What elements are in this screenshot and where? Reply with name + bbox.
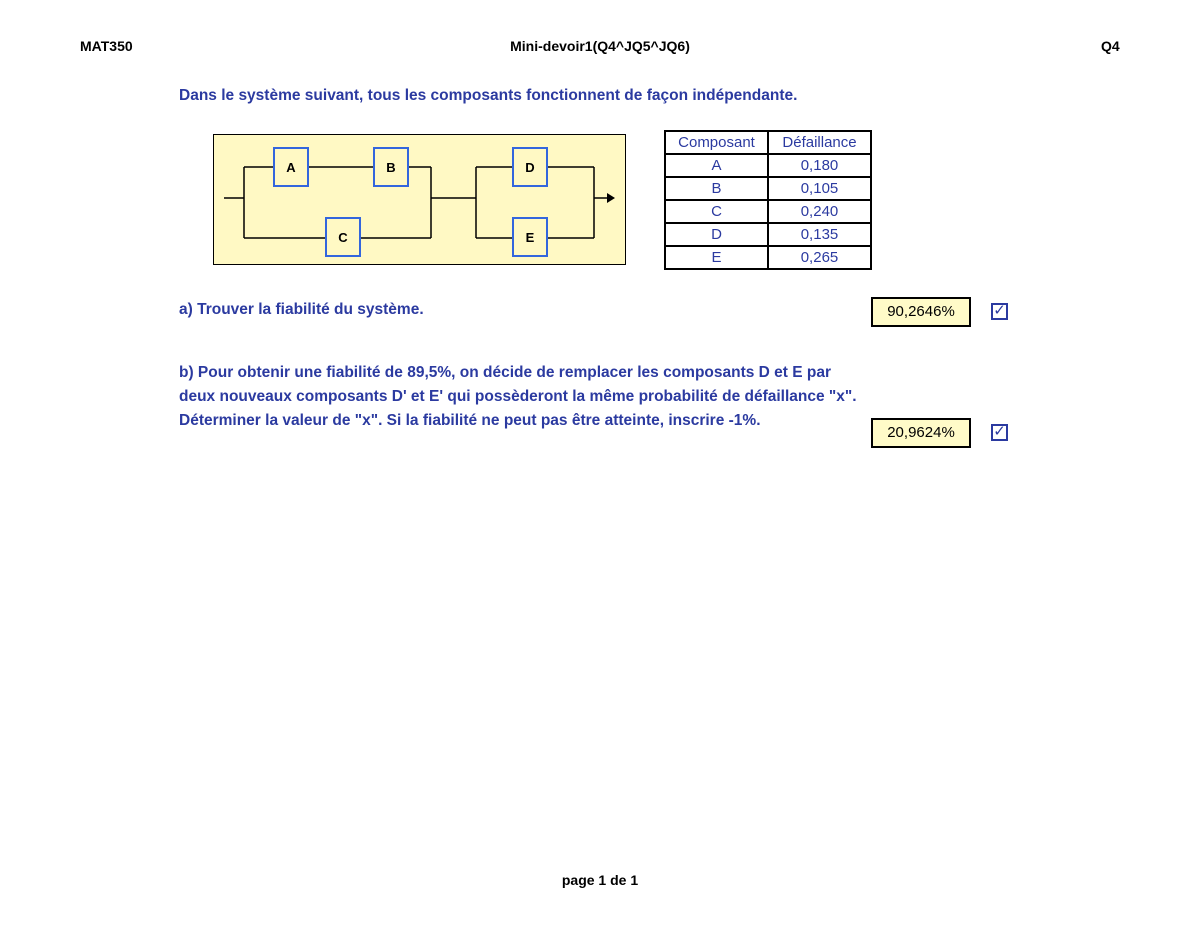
block-c-label: C — [338, 230, 348, 245]
cell-component: D — [665, 223, 768, 246]
block-b — [374, 148, 408, 186]
reliability-diagram — [213, 134, 626, 265]
question-a-text: a) Trouver la fiabilité du système. — [179, 301, 424, 318]
question-b-line-1: b) Pour obtenir une fiabilité de 89,5%, on décide de remplacer les composants D et E par — [179, 364, 832, 381]
cell-failure: 0,180 — [768, 154, 871, 177]
question-b-answer[interactable]: 20,9624% — [871, 418, 971, 448]
cell-component: C — [665, 200, 768, 223]
cell-failure: 0,265 — [768, 246, 871, 269]
table-header-row — [665, 131, 871, 154]
cell-component: B — [665, 177, 768, 200]
table-row — [665, 177, 871, 200]
cell-component: E — [665, 246, 768, 269]
block-a-label: A — [286, 160, 296, 175]
cell-component: A — [665, 154, 768, 177]
question-b-check-icon: ✓ — [991, 424, 1008, 441]
intro-text: Dans le système suivant, tous les composants fonctionnent de façon indépendante. — [179, 87, 798, 104]
block-d — [513, 148, 547, 186]
block-e — [513, 218, 547, 256]
header-title: Mini-devoir1(Q4^JQ5^JQ6) — [510, 38, 690, 54]
table-row — [665, 223, 871, 246]
cell-failure: 0,240 — [768, 200, 871, 223]
table-row — [665, 154, 871, 177]
block-a — [274, 148, 308, 186]
cell-failure: 0,105 — [768, 177, 871, 200]
component-failure-table — [664, 130, 872, 270]
page-footer: page 1 de 1 — [561, 872, 639, 888]
cell-failure: 0,135 — [768, 223, 871, 246]
block-c — [326, 218, 360, 256]
column-header-component: Composant — [665, 131, 768, 154]
column-header-failure: Défaillance — [768, 131, 871, 154]
block-e-label: E — [525, 230, 535, 245]
question-b-line-2: deux nouveaux composants D' et E' qui possèderont la même probabilité de défaillance "x". — [179, 388, 857, 405]
question-b-line-3: Déterminer la valeur de "x". Si la fiabilité ne peut pas être atteinte, inscrire -1%. — [179, 412, 761, 429]
table-row — [665, 200, 871, 223]
header-question-number: Q4 — [1101, 38, 1120, 54]
header-course-code: MAT350 — [80, 38, 133, 54]
table-row — [665, 246, 871, 269]
block-b-label: B — [386, 160, 396, 175]
question-a-check-icon: ✓ — [991, 303, 1008, 320]
question-a-answer[interactable]: 90,2646% — [871, 297, 971, 327]
block-d-label: D — [525, 160, 535, 175]
